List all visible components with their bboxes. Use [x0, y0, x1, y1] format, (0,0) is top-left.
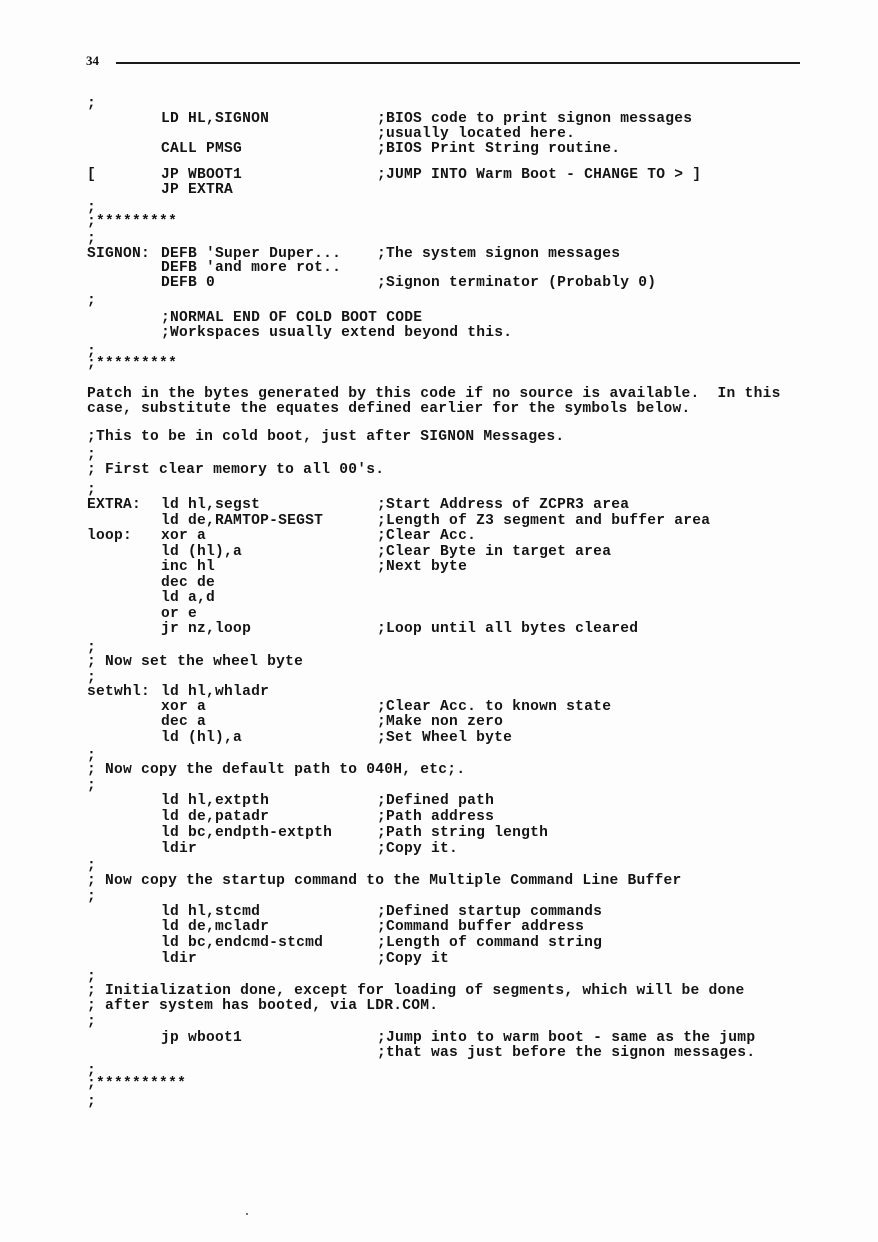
code-line: ld hl,stcmd [161, 904, 261, 920]
code-comment: ;Clear Acc. to known state [377, 699, 612, 715]
code-label: SIGNON: [87, 246, 151, 262]
code-comment: ;Command buffer address [377, 919, 585, 935]
code-comment: ;Next byte [377, 559, 468, 575]
comment-line: ; [87, 293, 97, 309]
code-comment: ;Length of command string [377, 935, 603, 951]
bracket-mark: [ [87, 167, 97, 183]
comment-line: ; [87, 640, 97, 656]
code-line: xor a [161, 699, 207, 715]
code-line: ld hl,whladr [161, 684, 270, 700]
code-comment: ;Make non zero [377, 714, 504, 730]
code-comment: ;Signon terminator (Probably 0) [377, 275, 657, 291]
code-line: dec a [161, 714, 207, 730]
comment-line: ; [87, 778, 97, 794]
code-line: ldir [161, 951, 198, 967]
separator-line: ;********* [87, 214, 178, 230]
comment-line: ; after system has booted, via LDR.COM. [87, 998, 439, 1014]
comment-line: ; Now copy the default path to 040H, etc;. [87, 762, 466, 778]
prose-paragraph-line: case, substitute the equates defined earlier for the symbols below. [87, 401, 691, 417]
code-line: ld de,RAMTOP-SEGST [161, 513, 324, 529]
code-comment: ;Defined path [377, 793, 495, 809]
code-line: ld bc,endpth-extpth [161, 825, 333, 841]
code-line: ld (hl),a [161, 544, 243, 560]
comment-line: ; [87, 344, 97, 360]
code-line: DEFB 0 [161, 275, 216, 291]
comment-line: ; [87, 889, 97, 905]
code-line: dec de [161, 575, 216, 591]
code-line: ld de,mcladr [161, 919, 270, 935]
code-comment: ;BIOS Print String routine. [377, 141, 621, 157]
comment-line: ; [87, 200, 97, 216]
code-line: ld de,patadr [161, 809, 270, 825]
code-comment: ;Clear Acc. [377, 528, 477, 544]
code-comment: ;The system signon messages [377, 246, 621, 262]
code-comment: ;Length of Z3 segment and buffer area [377, 513, 711, 529]
comment-line: ; [87, 748, 97, 764]
code-comment: ;Clear Byte in target area [377, 544, 612, 560]
code-line: or e [161, 606, 198, 622]
comment-line: ; [87, 1063, 97, 1079]
comment-line: ; First clear memory to all 00's. [87, 462, 385, 478]
comment-line: ; Initialization done, except for loading of segments, which will be done [87, 983, 745, 999]
comment-line: ;This to be in cold boot, just after SIGNON Messages. [87, 429, 565, 445]
comment-line: ; [87, 96, 97, 112]
comment-line: ; [87, 447, 97, 463]
code-line: ldir [161, 841, 198, 857]
code-line: JP EXTRA [161, 182, 234, 198]
code-line: ld a,d [161, 590, 216, 606]
code-label: loop: [87, 528, 133, 544]
code-comment: ;JUMP INTO Warm Boot - CHANGE TO > ] [377, 167, 702, 183]
comment-line: ; [87, 670, 97, 686]
code-line: inc hl [161, 559, 216, 575]
separator-line: ;********** [87, 1076, 187, 1092]
code-line: jr nz,loop [161, 621, 252, 637]
code-line: ld hl,extpth [161, 793, 270, 809]
page-number: 34 [86, 53, 99, 68]
code-line: ld (hl),a [161, 730, 243, 746]
code-comment: ;Defined startup commands [377, 904, 603, 920]
code-line: LD HL,SIGNON [161, 111, 270, 127]
separator-line: ;********* [87, 356, 178, 372]
code-comment: ;Jump into to warm boot - same as the jump [377, 1030, 756, 1046]
code-line: ld bc,endcmd-stcmd [161, 935, 324, 951]
comment-line: ; [87, 1094, 97, 1110]
code-line: xor a [161, 528, 207, 544]
code-comment: ;that was just before the signon messages. [377, 1045, 756, 1061]
comment-line: ; Now copy the startup command to the Multiple Command Line Buffer [87, 873, 682, 889]
code-line: ld hl,segst [161, 497, 261, 513]
comment-line: ; [87, 1014, 97, 1030]
code-line: DEFB 'Super Duper... [161, 246, 342, 262]
code-comment: ;Start Address of ZCPR3 area [377, 497, 630, 513]
code-line: DEFB 'and more rot.. [161, 260, 342, 276]
comment-line: ; [87, 858, 97, 874]
code-label: EXTRA: [87, 497, 142, 513]
comment-line: ; [87, 969, 97, 985]
header-rule [116, 62, 800, 64]
code-comment: ;Loop until all bytes cleared [377, 621, 639, 637]
code-comment: ;Path address [377, 809, 495, 825]
code-label: setwhl: [87, 684, 151, 700]
comment-line: ; [87, 231, 97, 247]
code-comment: ;Copy it [377, 951, 450, 967]
code-comment: ;usually located here. [377, 126, 576, 142]
code-line: CALL PMSG [161, 141, 243, 157]
prose-paragraph-line: Patch in the bytes generated by this code if no source is available. In this [87, 386, 781, 402]
comment-line: ; Now set the wheel byte [87, 654, 304, 670]
code-line: JP WBOOT1 [161, 167, 243, 183]
code-line: jp wboot1 [161, 1030, 243, 1046]
code-comment: ;Path string length [377, 825, 549, 841]
code-comment: ;Copy it. [377, 841, 459, 857]
code-comment: ;BIOS code to print signon messages [377, 111, 693, 127]
scan-speck [246, 1213, 248, 1215]
comment-line: ; [87, 482, 97, 498]
code-line: ;NORMAL END OF COLD BOOT CODE [161, 310, 423, 326]
code-comment: ;Set Wheel byte [377, 730, 513, 746]
code-line: ;Workspaces usually extend beyond this. [161, 325, 513, 341]
